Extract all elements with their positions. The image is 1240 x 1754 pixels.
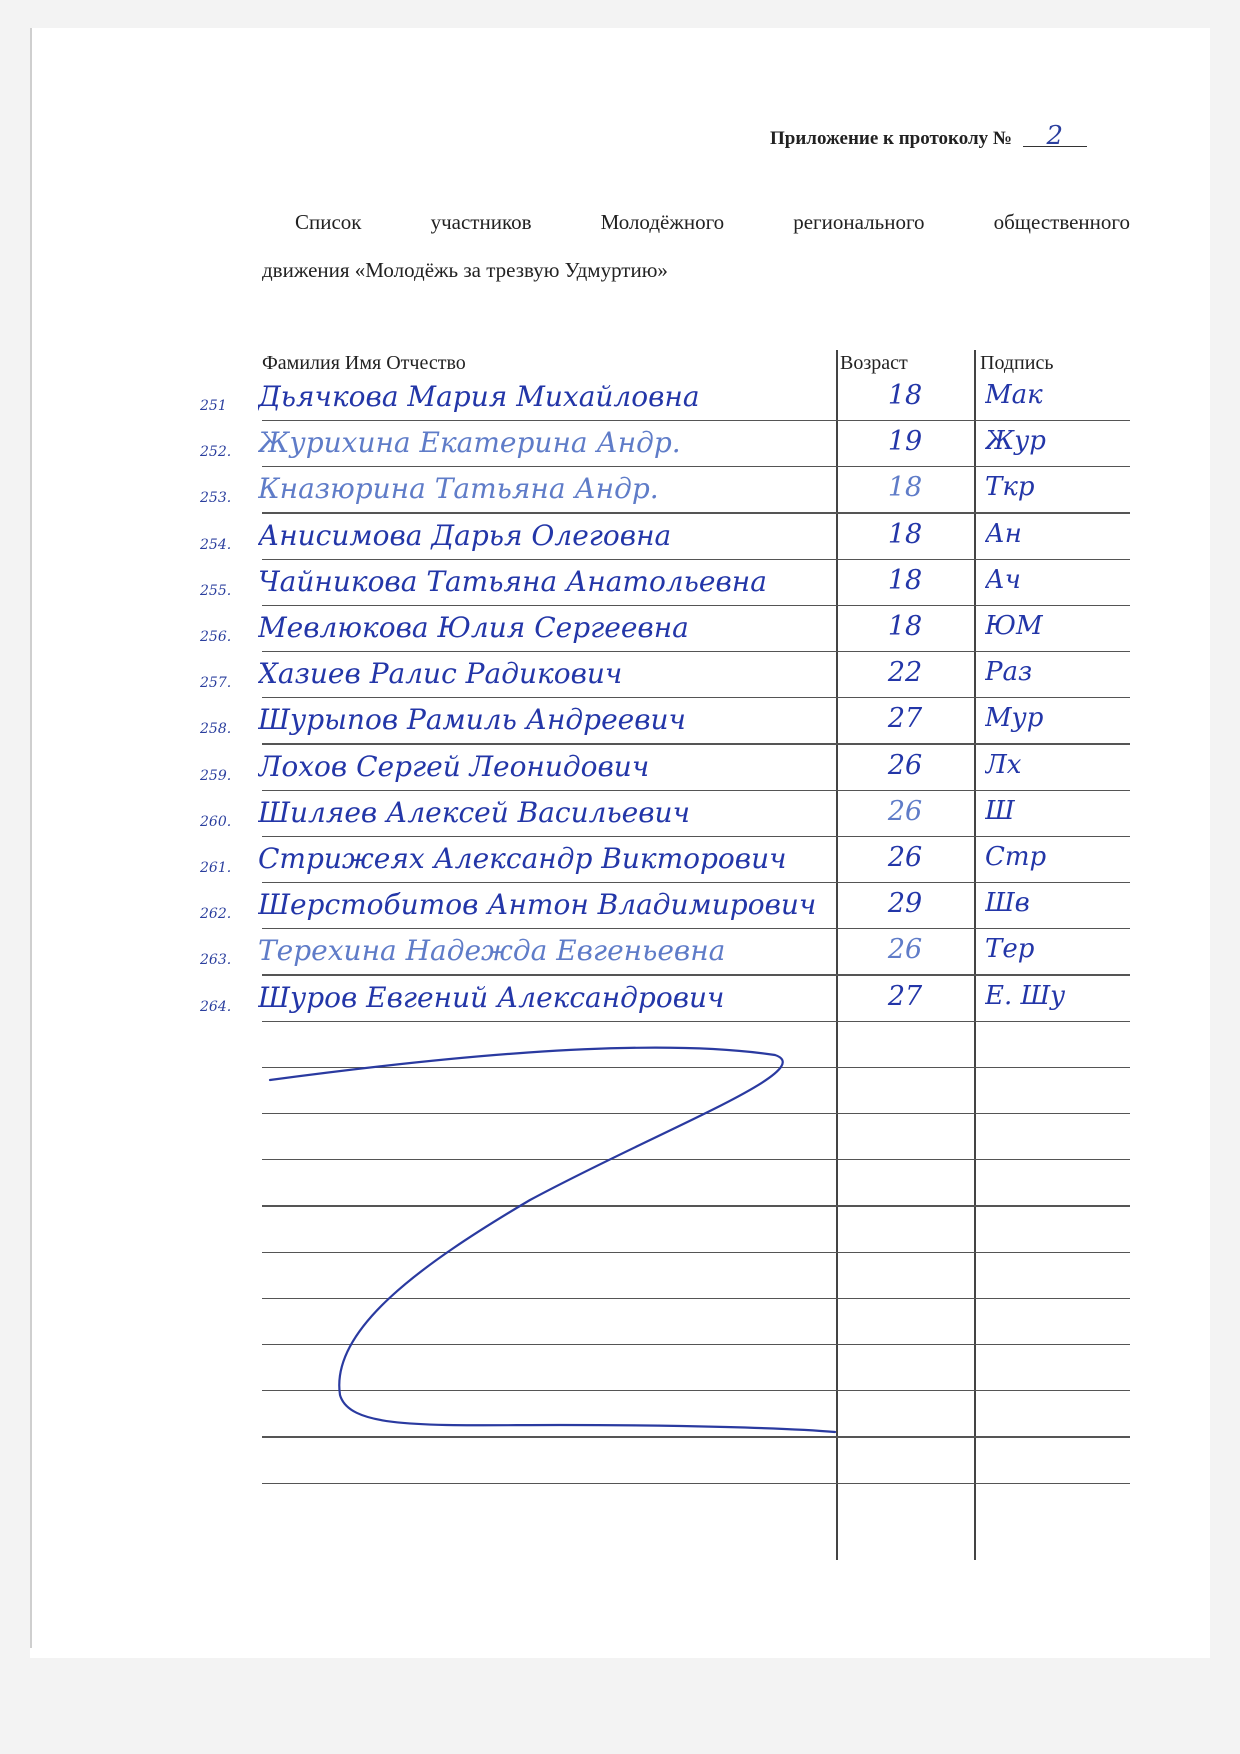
participant-signature: Е. Шу — [985, 980, 1066, 1011]
participant-signature: Ткр — [985, 472, 1035, 503]
column-header-signature: Подпись — [980, 352, 1054, 374]
participant-name: Шуров Евгений Александрович — [258, 980, 725, 1014]
participant-signature: Мур — [985, 703, 1044, 734]
participant-name: Хазиев Ралис Радикович — [258, 657, 623, 691]
participant-name: Терехина Надежда Евгеньевна — [258, 934, 726, 968]
participant-name: Шурыпов Рамиль Андреевич — [258, 703, 686, 737]
participant-signature: Ан — [985, 518, 1022, 549]
row-number: 259. — [200, 767, 232, 784]
participant-name: Мевлюкова Юлия Сергеевна — [258, 611, 689, 644]
participant-name: Чайникова Татьяна Анатольевна — [258, 564, 767, 598]
row-number: 257. — [200, 675, 232, 692]
participant-signature: Шв — [985, 888, 1030, 919]
row-number: 251 — [200, 398, 227, 414]
list-title-line-2: движения «Молодёжь за трезвую Удмуртию» — [262, 258, 668, 282]
participant-age: 26 — [887, 842, 923, 873]
participant-signature: Лх — [985, 749, 1022, 780]
participant-name: Анисимова Дарья Олеговна — [258, 518, 672, 552]
participant-name: Шиляев Алексей Васильевич — [258, 795, 691, 829]
annex-label: Приложение к протоколу № — [770, 128, 1013, 149]
participant-signature: Ш — [985, 795, 1015, 826]
participant-signature: Ач — [985, 564, 1021, 595]
participant-signature: Стр — [985, 842, 1047, 872]
row-number: 258. — [200, 721, 232, 738]
participant-age: 26 — [887, 795, 923, 827]
participant-age: 18 — [887, 518, 923, 550]
row-number: 261. — [200, 860, 232, 876]
participant-age: 29 — [887, 888, 923, 920]
participant-name: Стрижеях Александр Викторович — [258, 842, 787, 875]
participant-signature: Тер — [985, 934, 1035, 965]
participant-age: 27 — [887, 980, 923, 1012]
annex-number: 2 — [1023, 126, 1087, 147]
row-number: 263. — [200, 952, 232, 969]
participant-name: Шерстобитов Антон Владимирович — [258, 888, 817, 922]
participant-signature: Жур — [985, 426, 1046, 457]
participant-name: Кназюрина Татьяна Андр. — [258, 472, 659, 506]
participant-age: 26 — [887, 934, 923, 966]
row-number: 256. — [200, 629, 232, 645]
participant-age: 27 — [887, 703, 923, 735]
participant-name: Лохов Сергей Леонидович — [258, 749, 650, 783]
row-number: 254. — [200, 536, 232, 553]
participant-age: 19 — [887, 426, 923, 458]
column-header-name: Фамилия Имя Отчество — [262, 352, 466, 374]
participant-signature: Мак — [985, 380, 1043, 410]
row-number: 264. — [200, 998, 232, 1015]
participant-age: 22 — [887, 657, 923, 689]
participant-name: Дьячкова Мария Михайловна — [258, 380, 700, 413]
participant-age: 18 — [887, 472, 923, 504]
row-number: 252. — [200, 444, 232, 461]
participant-age: 18 — [887, 611, 923, 642]
participant-signature: ЮМ — [985, 611, 1043, 641]
participant-age: 18 — [887, 564, 923, 596]
row-number: 253. — [200, 490, 232, 507]
row-number: 255. — [200, 582, 232, 599]
participant-age: 26 — [887, 749, 923, 781]
participant-signature: Раз — [985, 657, 1033, 688]
list-title-line-1: Список участников Молодёжного регионального общественного — [295, 210, 1130, 234]
row-number: 260. — [200, 813, 232, 830]
row-number: 262. — [200, 906, 232, 923]
participant-age: 18 — [887, 380, 923, 411]
column-header-age: Возраст — [840, 352, 908, 374]
participant-name: Журихина Екатерина Андр. — [258, 426, 681, 460]
